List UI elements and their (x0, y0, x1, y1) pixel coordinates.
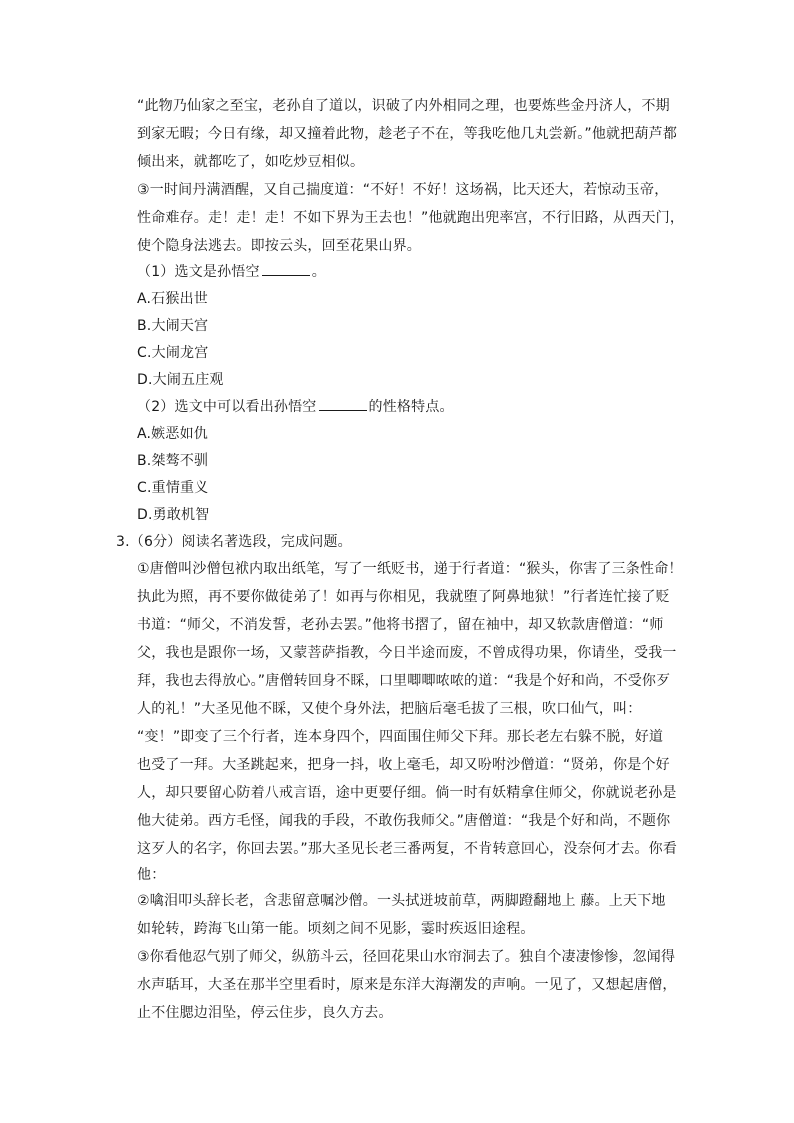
question-1-stem-text: （1）选文是孙悟空 (137, 264, 260, 280)
excerpt-line: 人，却只要留心防着八戒言语，途中更要仔细。倘一时有妖精拿住师父，你就说老孙是 (137, 785, 677, 801)
excerpt-line: ①唐僧叫沙僧包袱内取出纸笔，写了一纸贬书，递于行者道：“猴头，你害了三条性命！ (137, 561, 683, 577)
question-3-header: 3.（6分）阅读名著选段，完成问题。 (116, 534, 352, 550)
excerpt-line: 拜，我也去得放心。”唐僧转回身不睬，口里唧唧哝哝的道：“我是个好和尚，不受你歹 (137, 673, 671, 689)
excerpt-line: 也受了一拜。大圣跳起来，把身一抖，收上毫毛，却又吩咐沙僧道：“贤弟，你是个好 (137, 757, 670, 773)
option-a: A.石猴出世 (137, 291, 208, 307)
passage-line: 倾出来，就都吃了，如吃炒豆相似。 (137, 154, 365, 170)
excerpt-line: 执此为照，再不要你做徒弟了！如再与你相见，我就堕了阿鼻地狱！”行者连忙接了贬 (137, 589, 670, 605)
excerpt-line: 水声聒耳，大圣在那半空里看时，原来是东洋大海潮发的声响。一见了，又想起唐僧， (137, 977, 677, 993)
excerpt-line: ③你看他忍气别了师父，纵筋斗云，径回花果山水帘洞去了。独自个凄凄惨惨，忽闻得 (137, 949, 676, 965)
passage-line: 使个隐身法逃去。即按云头，回至花果山界。 (137, 238, 421, 254)
passage-line: 性命难存。走！走！走！不如下界为王去也！”他就跑出兜率宫，不行旧路，从西天门， (137, 210, 685, 226)
excerpt-line: “变！”即变了三个行者，连本身四个，四面围住师父下拜。那长老左右躲不脱，好道 (137, 729, 664, 745)
question-1-stem (137, 263, 326, 281)
option-a: A.嫉恶如仇 (137, 426, 208, 442)
option-b: B.桀骜不驯 (137, 453, 209, 469)
excerpt-line: 如轮转，跨海飞山第一能。顷刻之间不见影，霎时疾返旧途程。 (137, 921, 535, 937)
excerpt-line: 他： (137, 867, 166, 883)
option-c: C.大闹龙宫 (137, 345, 209, 361)
passage-line: “此物乃仙家之至宝，老孙自了道以，识破了内外相同之理，也要炼些金丹济人，不期 (137, 98, 670, 114)
option-c: C.重情重义 (137, 480, 209, 496)
question-2-stem-end: 的性格特点。 (368, 399, 454, 415)
excerpt-line: ②噙泪叩头辞长老，含悲留意嘱沙僧。一头拭迸坡前草，两脚蹬翻地上 藤。上天下地 (137, 893, 666, 909)
excerpt-line: 书道：“师父，不消发誓，老孙去罢。”他将书摺了，留在袖中，却又软款唐僧道：“师 (137, 617, 664, 633)
excerpt-line: 人的礼！”大圣见他不睬，又使个身外法，把脑后毫毛拔了三根，吹口仙气，叫： (137, 701, 642, 717)
option-b: B.大闹天宫 (137, 318, 209, 334)
answer-blank[interactable] (262, 263, 310, 276)
option-d: D.勇敢机智 (137, 507, 210, 523)
excerpt-line: 止不住腮边泪坠，停云住步，良久方去。 (137, 1005, 393, 1021)
question-1-stem-end: 。 (311, 264, 326, 280)
excerpt-line: 他大徒弟。西方毛怪，闻我的手段，不敢伤我师父。”唐僧道：“我是个好和尚，不题你 (137, 813, 671, 829)
passage-line: ③一时间丹满酒醒，又自己揣度道：“不好！不好！这场祸，比天还大，若惊动玉帝， (137, 182, 669, 198)
answer-blank[interactable] (319, 398, 367, 411)
question-2-stem-text: （2）选文中可以看出孙悟空 (137, 399, 317, 415)
excerpt-line: 这歹人的名字，你回去罢。”那大圣见长老三番两复，不肯转意回心，没奈何才去。你看 (137, 841, 678, 857)
question-2-stem (137, 398, 454, 416)
excerpt-line: 父，我也是跟你一场，又蒙菩萨指教，今日半途而废，不曾成得功果，你请坐，受我一 (137, 645, 677, 661)
passage-line: 到家无暇；今日有缘，却又撞着此物，趁老子不在，等我吃他几丸尝新。”他就把葫芦都 (137, 126, 678, 142)
option-d: D.大闹五庄观 (137, 372, 224, 388)
